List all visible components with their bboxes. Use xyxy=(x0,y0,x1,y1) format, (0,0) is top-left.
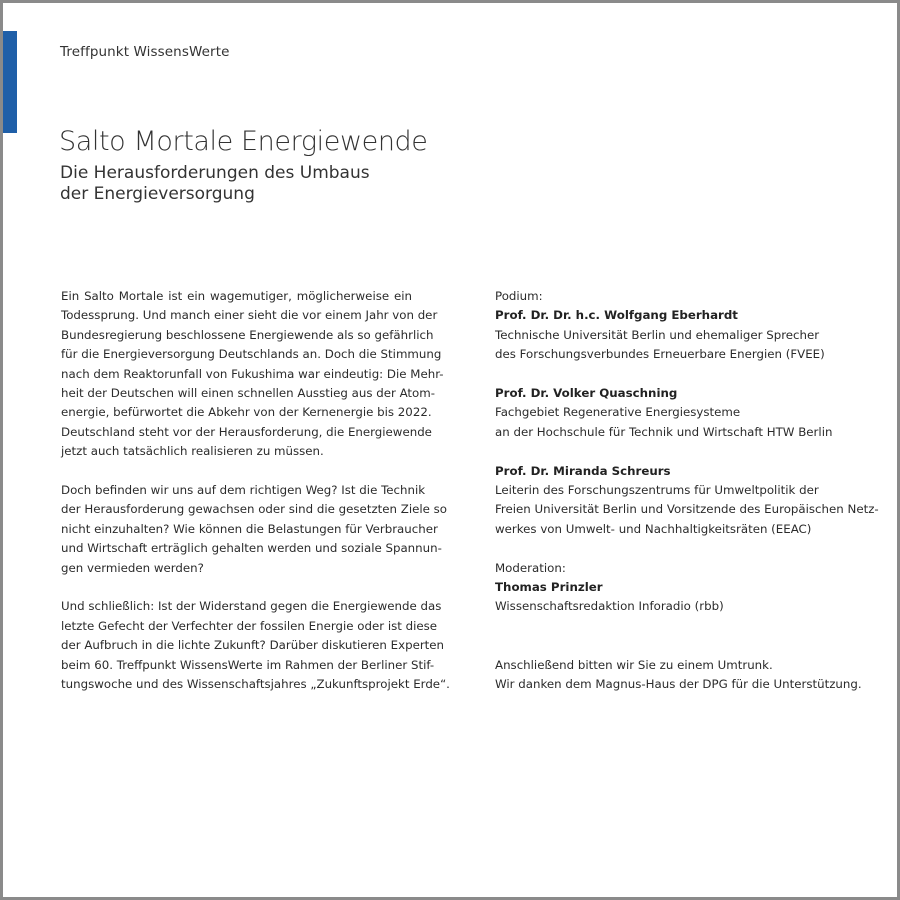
text-line: Todessprung. Und manch einer sieht die vor einem Jahr von der xyxy=(61,308,438,323)
intro-column xyxy=(61,287,450,714)
page-title: Salto Mortale Energiewende xyxy=(59,126,428,157)
speaker-name: Prof. Dr. Dr. h.c. Wolfgang Eberhardt xyxy=(495,308,738,323)
speaker-affiliation: werkes von Umwelt- und Nachhaltigkeitsräten (EEAC) xyxy=(495,521,812,536)
text-line: für die Energieversorgung Deutschlands an. Doch die Stimmung xyxy=(61,347,442,362)
text-line: Ein Salto Mortale ist ein wagemutiger, möglicherweise ein xyxy=(61,289,412,303)
podium-label: Podium: xyxy=(495,289,543,303)
text-line: gen vermieden werden? xyxy=(61,560,204,575)
intro-paragraph xyxy=(61,287,444,462)
speaker-affiliation: Technische Universität Berlin und ehemaliger Sprecher xyxy=(495,327,820,342)
speaker-name: Prof. Dr. Volker Quaschning xyxy=(495,386,678,401)
subtitle-line: der Energieversorgung xyxy=(60,184,255,204)
text-line: nach dem Reaktorunfall von Fukushima war eindeutig: Die Mehr- xyxy=(61,366,444,381)
speaker-affiliation: Freien Universität Berlin und Vorsitzende des Europäischen Netz- xyxy=(495,502,879,517)
text-line: heit der Deutschen will einen schnellen Ausstieg aus der Atom- xyxy=(61,386,436,401)
text-line: nicht einzuhalten? Wie können die Belastungen für Verbraucher xyxy=(61,521,438,536)
speaker-affiliation: Leiterin des Forschungszentrums für Umweltpolitik der xyxy=(495,483,819,498)
series-label: Treffpunkt WissensWerte xyxy=(60,44,230,60)
accent-bar xyxy=(3,31,17,133)
speaker-affiliation: Fachgebiet Regenerative Energiesysteme xyxy=(495,405,741,420)
moderation-label: Moderation: xyxy=(495,560,566,575)
speaker-name: Prof. Dr. Miranda Schreurs xyxy=(495,463,671,478)
moderator-name: Thomas Prinzler xyxy=(495,580,603,595)
moderator-affiliation: Wissenschaftsredaktion Inforadio (rbb) xyxy=(495,599,724,614)
event-details-column xyxy=(495,287,879,694)
text-line: beim 60. Treffpunkt WissensWerte im Rahmen der Berliner Stif- xyxy=(61,657,435,672)
text-line: Doch befinden wir uns auf dem richtigen Weg? Ist die Technik xyxy=(61,483,426,498)
closing-note: Wir danken dem Magnus-Haus der DPG für die Unterstützung. xyxy=(495,677,862,692)
speaker-affiliation: des Forschungsverbundes Erneuerbare Energien (FVEE) xyxy=(495,347,825,362)
page-subtitle xyxy=(60,163,480,205)
closing-note: Anschließend bitten wir Sie zu einem Umtrunk. xyxy=(495,657,773,672)
subtitle-line: Die Herausforderungen des Umbaus xyxy=(60,163,370,183)
text-line: jetzt auch tatsächlich realisieren zu müssen. xyxy=(61,444,324,459)
text-line: Deutschland steht vor der Herausforderung, die Energiewende xyxy=(61,424,432,439)
intro-paragraph xyxy=(61,481,448,578)
text-line: Bundesregierung beschlossene Energiewende als so gefährlich xyxy=(61,327,434,342)
text-line: der Aufbruch in die lichte Zukunft? Darüber diskutieren Experten xyxy=(61,638,445,653)
text-line: letzte Gefecht der Verfechter der fossilen Energie oder ist diese xyxy=(61,618,438,633)
text-line: Und schließlich: Ist der Widerstand gegen die Energiewende das xyxy=(61,599,442,614)
text-line: und Wirtschaft erträglich gehalten werden und soziale Spannun- xyxy=(61,541,442,556)
text-line: tungswoche und des Wissenschaftsjahres „Zukunftsprojekt Erde“. xyxy=(61,677,450,692)
intro-paragraph xyxy=(61,597,450,694)
text-line: energie, befürwortet die Abkehr von der Kernenergie bis 2022. xyxy=(61,405,432,420)
text-line: der Herausforderung gewachsen oder sind die gesetzten Ziele so xyxy=(61,502,448,517)
speaker-affiliation: an der Hochschule für Technik und Wirtschaft HTW Berlin xyxy=(495,424,833,439)
